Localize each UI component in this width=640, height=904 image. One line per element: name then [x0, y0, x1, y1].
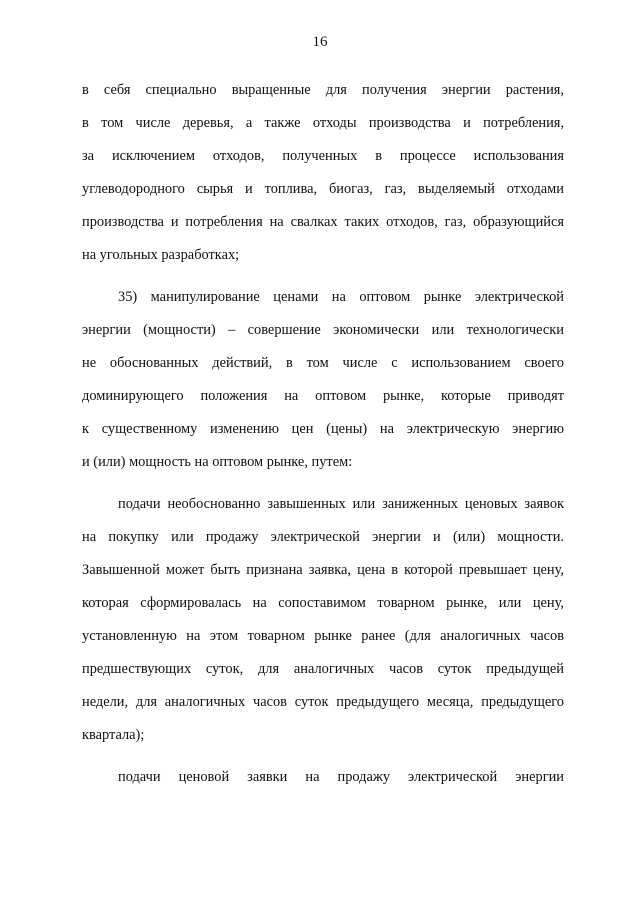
text-line: Завышенной может быть признана заявка, цена в которой превышает цену,	[82, 562, 564, 578]
page-number: 16	[312, 34, 328, 50]
text-line: квартала);	[82, 727, 145, 743]
text-line: производства и потребления на свалках таких отходов, газ, образующийся	[82, 214, 564, 230]
text-line: на покупку или продажу электрической энергии и (или) мощности.	[82, 529, 564, 545]
text-line: подачи необоснованно завышенных или заниженных ценовых заявок	[118, 496, 564, 512]
text-line: на угольных разработках;	[82, 247, 240, 263]
text-line: в том числе деревья, а также отходы производства и потребления,	[82, 115, 564, 131]
text-line: и (или) мощность на оптовом рынке, путем:	[82, 454, 353, 470]
text-line: 35) манипулирование ценами на оптовом рынке электрической	[118, 289, 564, 305]
text-line: углеводородного сырья и топлива, биогаз, газ, выделяемый отходами	[82, 181, 564, 197]
text-line: к существенному изменению цен (цены) на электрическую энергию	[82, 421, 564, 437]
text-line: которая сформировалась на сопоставимом товарном рынке, или цену,	[82, 595, 564, 611]
text-line: в себя специально выращенные для получения энергии растения,	[82, 82, 564, 98]
text-line: недели, для аналогичных часов суток предыдущего месяца, предыдущего	[82, 694, 564, 710]
text-line: за исключением отходов, полученных в процессе использования	[82, 148, 564, 164]
text-line: установленную на этом товарном рынке ранее (для аналогичных часов	[82, 628, 564, 644]
text-line: энергии (мощности) – совершение экономически или технологически	[82, 322, 564, 338]
text-line: доминирующего положения на оптовом рынке, которые приводят	[82, 388, 564, 404]
text-line: подачи ценовой заявки на продажу электрической энергии	[118, 769, 564, 785]
text-line: не обоснованных действий, в том числе с использованием своего	[82, 355, 564, 371]
text-line: предшествующих суток, для аналогичных часов суток предыдущей	[82, 661, 564, 677]
